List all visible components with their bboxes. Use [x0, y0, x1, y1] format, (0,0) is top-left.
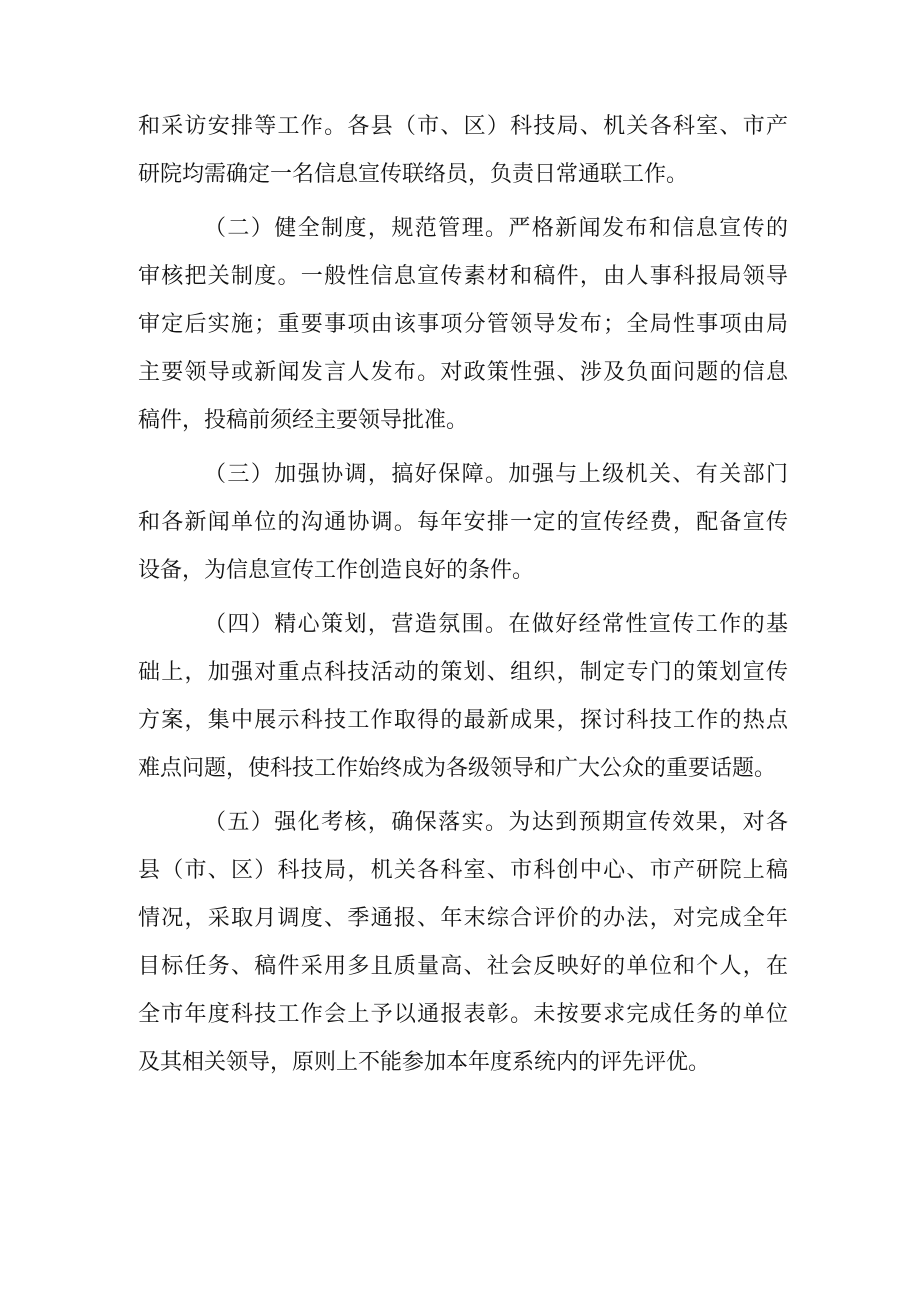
text-line: 稿件，投稿前须经主要领导批准。 [138, 408, 469, 433]
text-line: 和各新闻单位的沟通协调。每年安排一定的宣传经费，配备宣传 [138, 510, 788, 535]
paragraph-section-3 [138, 451, 788, 595]
text-line: 全市年度科技工作会上予以通报表彰。未按要求完成任务的单位 [138, 1002, 788, 1027]
paragraph-continuation [138, 103, 788, 199]
paragraph-section-2 [138, 205, 788, 445]
text-line: 础上，加强对重点科技活动的策划、组织，制定专门的策划宣传 [138, 660, 788, 685]
text-line: （四）精心策划，营造氛围。在做好经常性宣传工作的基 [204, 612, 788, 637]
text-line: 及其相关领导，原则上不能参加本年度系统内的评先评优。 [138, 1050, 711, 1075]
text-line: （二）健全制度，规范管理。严格新闻发布和信息宣传的 [204, 216, 788, 241]
text-line: 目标任务、稿件采用多且质量高、社会反映好的单位和个人，在 [138, 954, 788, 979]
text-line: 和采访安排等工作。各县（市、区）科技局、机关各科室、市产 [138, 114, 788, 139]
text-line: 方案，集中展示科技工作取得的最新成果，探讨科技工作的热点 [138, 708, 788, 733]
text-line: 情况，采取月调度、季通报、年末综合评价的办法，对完成全年 [138, 906, 788, 931]
text-line: 审定后实施；重要事项由该事项分管领导发布；全局性事项由局 [138, 312, 788, 337]
paragraph-section-4 [138, 601, 788, 793]
text-line: 主要领导或新闻发言人发布。对政策性强、涉及负面问题的信息 [138, 360, 788, 385]
paragraph-section-5 [138, 799, 788, 1087]
text-line: 研院均需确定一名信息宣传联络员，负责日常通联工作。 [138, 162, 689, 187]
text-line: 审核把关制度。一般性信息宣传素材和稿件，由人事科报局领导 [138, 264, 788, 289]
text-line: （五）强化考核，确保落实。为达到预期宣传效果，对各 [204, 810, 788, 835]
text-line: （三）加强协调，搞好保障。加强与上级机关、有关部门 [204, 462, 788, 487]
text-line: 设备，为信息宣传工作创造良好的条件。 [138, 558, 535, 583]
text-line: 县（市、区）科技局，机关各科室、市科创中心、市产研院上稿 [138, 858, 788, 883]
document-body [138, 103, 788, 1087]
text-line: 难点问题，使科技工作始终成为各级领导和广大公众的重要话题。 [138, 756, 777, 781]
